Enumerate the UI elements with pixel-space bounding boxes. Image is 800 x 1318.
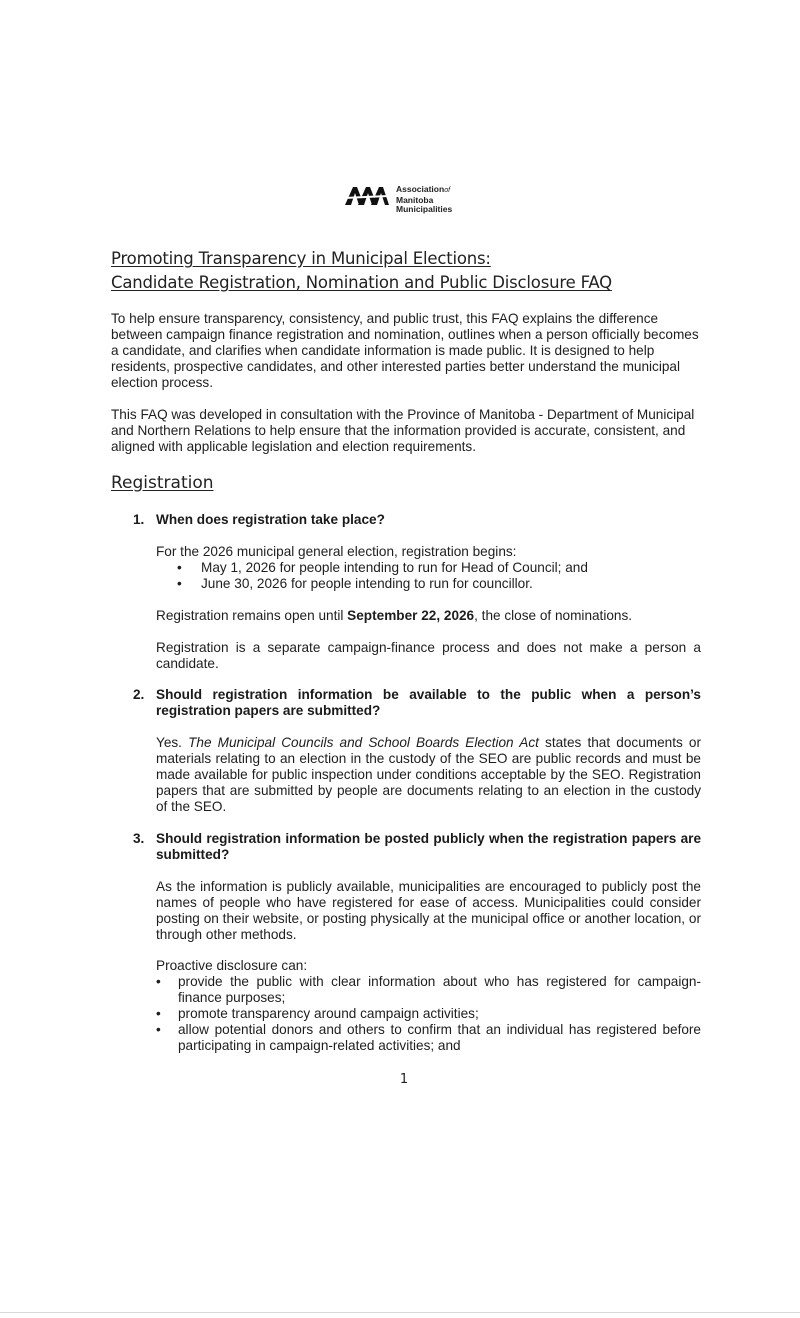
question-3-text: Should registration information be posted publicly when the registration papers are submitted? bbox=[156, 831, 701, 862]
logo-line-3: Municipalities bbox=[396, 204, 453, 215]
document-title bbox=[111, 247, 711, 295]
registration-open-text: Registration remains open until bbox=[156, 608, 348, 623]
question-1-number: 1. bbox=[133, 512, 145, 527]
answer-2-body: states that documents or materials relating to an election in the custody of the SEO are public records and must be made available for public inspection under conditions acceptable by the SEO. Registration papers that are submitted by people are documents relating to an election in the custody of the SEO. bbox=[156, 735, 702, 814]
logo-line-1: Association bbox=[396, 184, 445, 194]
answer-1-bullet: • May 1, 2026 for people intending to run for Head of Council; and bbox=[156, 560, 701, 576]
title-line-1: Promoting Transparency in Municipal Elections: bbox=[111, 249, 491, 268]
registration-close-date: September 22, 2026 bbox=[347, 608, 475, 623]
amm-logo-mark-icon bbox=[344, 184, 390, 206]
page-number: 1 bbox=[399, 1072, 409, 1087]
answer-1-bullets bbox=[156, 560, 701, 592]
question-2 bbox=[133, 687, 701, 719]
intro-paragraph-2: This FAQ was developed in consultation with the Province of Manitoba - Department of Municipal and Northern Relations to help ensure that the information provided is accurate, consistent, and aligned with applicable legislation and election requirements. bbox=[111, 407, 695, 454]
question-1-text: When does registration take place? bbox=[156, 512, 385, 527]
registration-open-text-end: , the close of nominations. bbox=[474, 608, 633, 623]
logo-line-2: Manitoba bbox=[396, 194, 434, 205]
logo-line-1-sub: of bbox=[444, 187, 451, 194]
answer-1-separate-process: Registration is a separate campaign-finance process and does not make a person a candidate. bbox=[156, 640, 701, 671]
question-2-text: Should registration information be available to the public when a person’s registration papers are submitted? bbox=[156, 687, 701, 718]
amm-logo bbox=[344, 184, 452, 220]
question-3 bbox=[133, 831, 701, 863]
intro-paragraph-1: To help ensure transparency, consistency, and public trust, this FAQ explains the difference between campaign finance registration and nomination, outlines when a person officially becomes a candidate, and clarifies when candidate information is made public. It is designed to help residents, prospective candidates, and other interested parties better understand the municipal election process. bbox=[111, 311, 699, 390]
answer-3-bullets bbox=[156, 974, 701, 1054]
answer-3: As the information is publicly available, municipalities are encouraged to publicly post the names of people who have registered for ease of access. Municipalities could consider posting on their website, or posting physically at the municipal office or another location, or through other methods. bbox=[156, 879, 701, 942]
answer-1-bullet: • June 30, 2026 for people intending to run for councillor. bbox=[156, 576, 701, 592]
question-3-number: 3. bbox=[133, 831, 145, 846]
section-heading-registration: Registration bbox=[111, 473, 214, 493]
act-title: The Municipal Councils and School Boards Election Act bbox=[188, 735, 539, 750]
logo-wordmark bbox=[396, 185, 452, 215]
question-1 bbox=[133, 512, 701, 528]
answer-2 bbox=[156, 735, 701, 815]
answer-1-registration-open bbox=[156, 608, 701, 624]
question-2-number: 2. bbox=[133, 687, 145, 702]
answer-3-bullet: • provide the public with clear information about who has registered for campaign-finance purposes; bbox=[156, 974, 701, 1006]
answer-3-bullet: • promote transparency around campaign activities; bbox=[156, 1006, 701, 1022]
answer-1-intro: For the 2026 municipal general election, registration begins: bbox=[156, 544, 517, 559]
title-line-2: Candidate Registration, Nomination and Public Disclosure FAQ bbox=[111, 273, 612, 292]
answer-3-proactive: Proactive disclosure can: bbox=[156, 958, 308, 973]
answer-2-lead: Yes. bbox=[156, 735, 189, 750]
answer-3-bullet: • allow potential donors and others to confirm that an individual has registered before participating in campaign-related activities; and bbox=[156, 1022, 701, 1054]
scan-edge-line bbox=[0, 1312, 800, 1313]
